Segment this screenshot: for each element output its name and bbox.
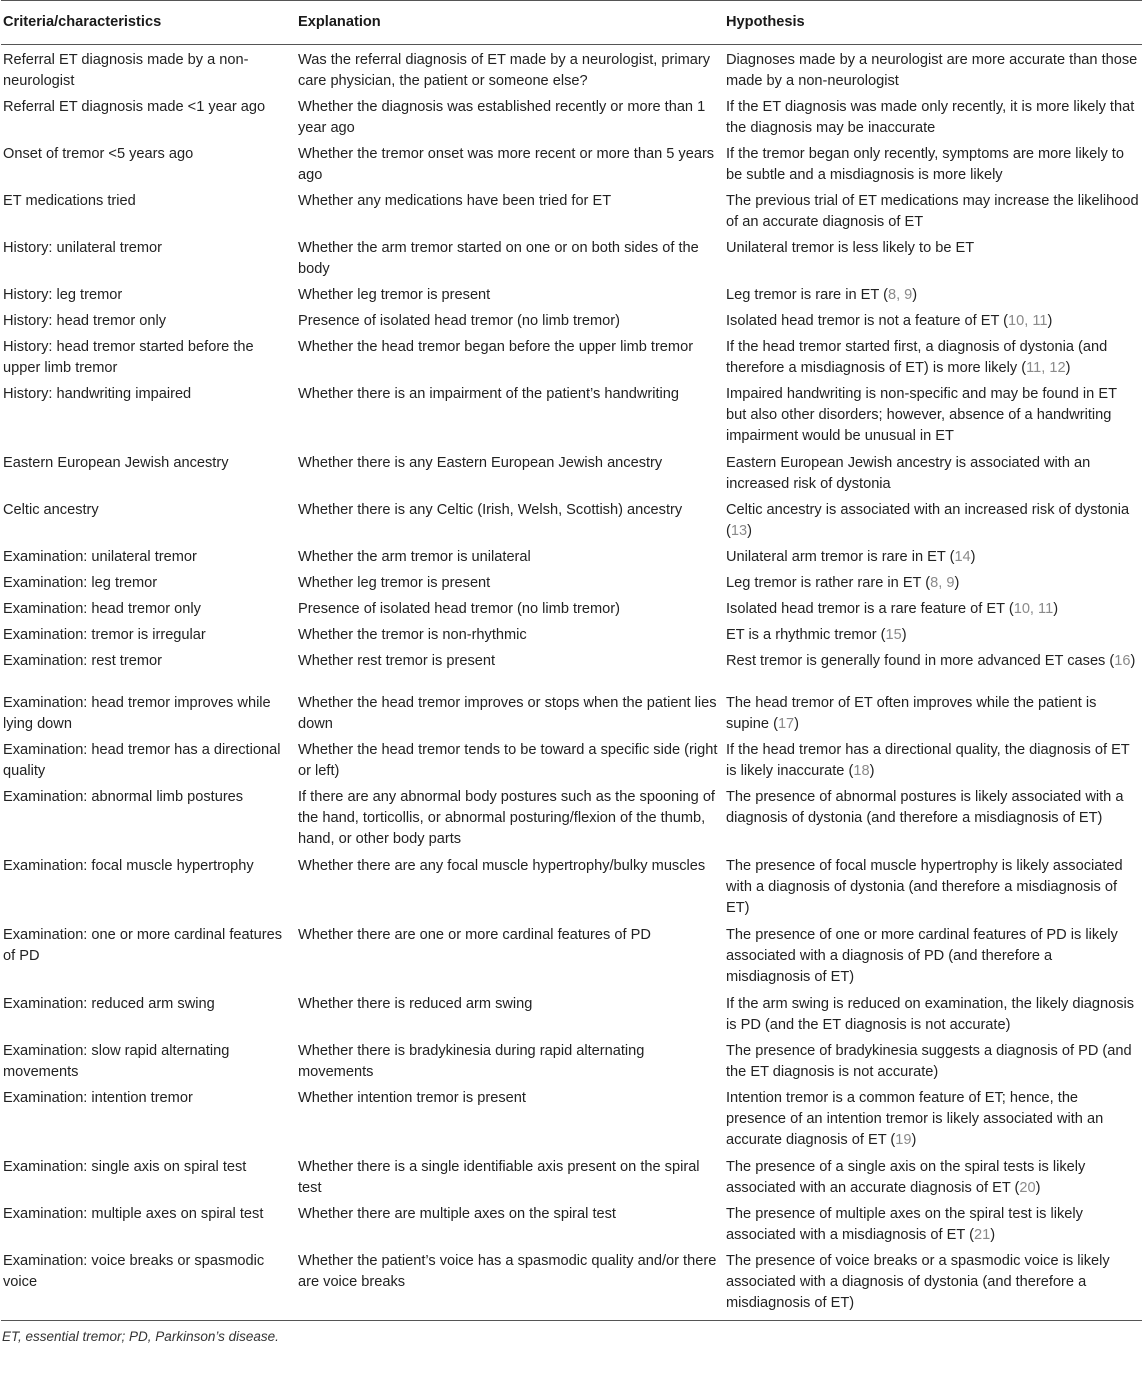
table-row (1, 920, 1142, 989)
hypothesis-cell (724, 379, 1142, 448)
explanation-cell: Whether the head tremor began before the upper limb tremor (298, 339, 694, 355)
criteria-cell: Examination: one or more cardinal features of PD (3, 927, 283, 964)
hypothesis-cell: Intention tremor is a common feature of ET; hence, the presence of an intention tremor is likely associated with an accurate diagnosis of ET (19) (726, 1090, 1104, 1148)
reference-citation[interactable]: 15 (885, 627, 902, 643)
criteria-cell: Celtic ancestry (3, 502, 99, 518)
hypothesis-text: The presence of voice breaks or a spasmodic voice is likely associated with a diagnosis of dystonia (and therefore a misdiagnosis of ET) (726, 1253, 1110, 1311)
explanation-cell: Whether rest tremor is present (298, 653, 496, 669)
explanation-cell: Presence of isolated head tremor (no limb tremor) (298, 601, 621, 617)
criteria-cell: Examination: unilateral tremor (3, 549, 197, 565)
hypothesis-cell (724, 1036, 1142, 1083)
hypothesis-text: Leg tremor is rather rare in ET (726, 575, 922, 591)
hypothesis-cell: The presence of a single axis on the spiral tests is likely associated with an accurate diagnosis of ET (20) (726, 1159, 1086, 1196)
hypothesis-cell: The presence of multiple axes on the spiral test is likely associated with a misdiagnosis of ET (21) (726, 1206, 1083, 1243)
table-row (1, 568, 1142, 594)
criteria-cell: Examination: head tremor improves while lying down (3, 695, 271, 732)
criteria-cell: Examination: head tremor has a directional quality (3, 742, 281, 779)
table-row (1, 542, 1142, 568)
reference-citation[interactable]: 10, 11 (1008, 313, 1048, 329)
hypothesis-cell: Leg tremor is rare in ET (8, 9) (726, 287, 918, 303)
criteria-cell: Examination: voice breaks or spasmodic voice (1, 1246, 295, 1320)
table-row (1, 1246, 1142, 1320)
reference-citation[interactable]: 17 (777, 716, 795, 732)
hypothesis-cell: ET is a rhythmic tremor (15) (726, 627, 907, 643)
table-row (1, 1199, 1142, 1246)
explanation-cell: Was the referral diagnosis of ET made by a neurologist, primary care physician, the patient or someone else? (298, 52, 711, 89)
explanation-cell: Whether the tremor is non-rhythmic (298, 627, 527, 643)
explanation-cell: Whether there is a single identifiable axis present on the spiral test (298, 1159, 700, 1196)
explanation-cell: Whether leg tremor is present (298, 287, 491, 303)
explanation-cell: Whether the patient’s voice has a spasmodic quality and/or there are voice breaks (295, 1246, 724, 1320)
table-row (1, 688, 1142, 735)
criteria-cell: Examination: focal muscle hypertrophy (3, 858, 254, 874)
hypothesis-text: Unilateral arm tremor is rare in ET (726, 549, 946, 565)
hypothesis-cell (724, 448, 1142, 495)
explanation-cell: Whether any medications have been tried for ET (298, 193, 612, 209)
explanation-cell: Whether there is reduced arm swing (298, 996, 533, 1012)
hypothesis-text: The presence of one or more cardinal features of PD is likely associated with a diagnosis of PD (and therefore a misdiagnosis of ET) (726, 927, 1118, 985)
reference-citation[interactable]: 13 (730, 523, 748, 539)
explanation-cell: Whether the arm tremor is unilateral (298, 549, 531, 565)
table-row (1, 646, 1142, 688)
reference-citation[interactable]: 16 (1114, 653, 1131, 669)
hypothesis-text: The previous trial of ET medications may increase the likelihood of an accurate diagnosis of ET (726, 193, 1139, 230)
explanation-cell: Presence of isolated head tremor (no limb tremor) (298, 313, 621, 329)
criteria-cell: Examination: slow rapid alternating movements (3, 1043, 230, 1080)
hypothesis-text: Impaired handwriting is non-specific and may be found in ET but also other disorders; however, absence of a handwriting impairment would be unusual in ET (726, 386, 1117, 444)
explanation-cell: Whether there is an impairment of the patient’s handwriting (298, 386, 679, 402)
hypothesis-text: Diagnoses made by a neurologist are more accurate than those made by a non-neurologist (726, 52, 1138, 89)
hypothesis-text: If the tremor began only recently, symptoms are more likely to be subtle and a misdiagnosis is more likely (726, 146, 1124, 183)
hypothesis-text: The presence of a single axis on the spiral tests is likely associated with an accurate diagnosis of ET (726, 1159, 1086, 1196)
table-row (1, 379, 1142, 448)
explanation-cell: Whether there is any Celtic (Irish, Welsh, Scottish) ancestry (298, 502, 683, 518)
reference-citation[interactable]: 20 (1019, 1180, 1036, 1196)
hypothesis-cell: Leg tremor is rather rare in ET (8, 9) (726, 575, 960, 591)
explanation-cell: Whether there is bradykinesia during rapid alternating movements (298, 1043, 645, 1080)
hypothesis-text: Celtic ancestry is associated with an increased risk of dystonia (726, 502, 1130, 518)
criteria-cell: History: leg tremor (3, 287, 123, 303)
hypothesis-cell: Isolated head tremor is not a feature of ET (10, 11) (726, 313, 1053, 329)
criteria-cell: Onset of tremor <5 years ago (3, 146, 194, 162)
hypothesis-cell (724, 92, 1142, 139)
reference-citation[interactable]: 21 (973, 1227, 991, 1243)
reference-citation[interactable]: 8, 9 (887, 287, 913, 303)
table-row (1, 1083, 1142, 1152)
table-row (1, 233, 1142, 280)
table-row (1, 92, 1142, 139)
hypothesis-cell (724, 186, 1142, 233)
hypothesis-cell (724, 1246, 1142, 1320)
criteria-cell: History: handwriting impaired (3, 386, 192, 402)
explanation-cell: Whether there are one or more cardinal features of PD (298, 927, 651, 943)
criteria-cell: History: head tremor started before the upper limb tremor (3, 339, 254, 376)
table-row (1, 139, 1142, 186)
criteria-cell: Examination: abnormal limb postures (3, 789, 244, 805)
hypothesis-cell: The head tremor of ET often improves while the patient is supine (17) (726, 695, 1097, 732)
criteria-cell: Examination: reduced arm swing (3, 996, 215, 1012)
criteria-table (1, 0, 1142, 1321)
explanation-cell: Whether there are multiple axes on the spiral test (298, 1206, 616, 1222)
table-footnote: ET, essential tremor; PD, Parkinson’s disease. (2, 1328, 279, 1344)
criteria-cell: Examination: single axis on spiral test (3, 1159, 247, 1175)
table-row (1, 1036, 1142, 1083)
table-row (1, 735, 1142, 782)
hypothesis-cell (724, 45, 1142, 93)
hypothesis-text: Leg tremor is rare in ET (726, 287, 880, 303)
criteria-cell: History: head tremor only (3, 313, 167, 329)
explanation-cell: Whether intention tremor is present (298, 1090, 526, 1106)
hypothesis-text: If the arm swing is reduced on examination, the likely diagnosis is PD (and the ET diagnosis is not accurate) (726, 996, 1135, 1033)
table-row (1, 782, 1142, 851)
hypothesis-cell: Celtic ancestry is associated with an increased risk of dystonia (13) (726, 502, 1130, 539)
reference-citation[interactable]: 8, 9 (930, 575, 955, 591)
criteria-cell: Referral ET diagnosis made by a non-neurologist (3, 52, 249, 89)
table-row (1, 851, 1142, 920)
table-row (1, 1152, 1142, 1199)
column-header-explanation: Explanation (295, 1, 724, 45)
hypothesis-text: The presence of abnormal postures is likely associated with a diagnosis of dystonia (and therefore a misdiagnosis of ET) (726, 789, 1124, 826)
hypothesis-text: If the head tremor started first, a diagnosis of dystonia (and therefore a misdiagnosis of ET) is more likely (726, 339, 1108, 376)
hypothesis-text: The presence of multiple axes on the spiral test is likely associated with a misdiagnosis of ET (726, 1206, 1083, 1243)
hypothesis-cell: Unilateral arm tremor is rare in ET (14) (726, 549, 976, 565)
column-header-hypothesis: Hypothesis (724, 1, 1142, 45)
hypothesis-cell (724, 139, 1142, 186)
hypothesis-cell (724, 233, 1142, 280)
hypothesis-cell: If the head tremor has a directional quality, the diagnosis of ET is likely inaccurate (18) (726, 742, 1130, 779)
column-header-criteria: Criteria/characteristics (1, 1, 295, 45)
hypothesis-text: Eastern European Jewish ancestry is associated with an increased risk of dystonia (726, 455, 1091, 492)
criteria-cell: Examination: head tremor only (3, 601, 201, 617)
hypothesis-cell: Rest tremor is generally found in more advanced ET cases (16) (726, 653, 1136, 669)
hypothesis-text: Intention tremor is a common feature of ET; hence, the presence of an intention tremor is likely associated with an accurate diagnosis of ET (726, 1090, 1104, 1148)
criteria-cell: Examination: intention tremor (3, 1090, 193, 1106)
criteria-cell: Eastern European Jewish ancestry (3, 455, 229, 471)
hypothesis-text: ET is a rhythmic tremor (726, 627, 877, 643)
table-row (1, 594, 1142, 620)
reference-citation[interactable]: 11, 12 (1026, 360, 1066, 376)
reference-citation[interactable]: 10, 11 (1013, 601, 1054, 617)
hypothesis-text: If the ET diagnosis was made only recently, it is more likely that the diagnosis may be inaccurate (726, 99, 1135, 136)
explanation-cell: Whether there are any focal muscle hypertrophy/bulky muscles (298, 858, 706, 874)
hypothesis-text: If the head tremor has a directional quality, the diagnosis of ET is likely inaccurate (726, 742, 1130, 779)
criteria-cell: ET medications tried (3, 193, 136, 209)
hypothesis-cell (724, 851, 1142, 920)
explanation-cell: Whether the arm tremor started on one or on both sides of the body (298, 240, 699, 277)
criteria-cell: Examination: multiple axes on spiral test (3, 1206, 264, 1222)
explanation-cell: Whether leg tremor is present (298, 575, 491, 591)
explanation-cell: Whether the head tremor tends to be toward a specific side (right or left) (298, 742, 718, 779)
table-row (1, 620, 1142, 646)
explanation-cell: Whether there is any Eastern European Jewish ancestry (298, 455, 663, 471)
criteria-cell: History: unilateral tremor (3, 240, 162, 256)
table-row (1, 186, 1142, 233)
hypothesis-text: The presence of bradykinesia suggests a diagnosis of PD (and the ET diagnosis is not accurate) (726, 1043, 1132, 1080)
table-row (1, 448, 1142, 495)
hypothesis-cell: If the head tremor started first, a diagnosis of dystonia (and therefore a misdiagnosis of ET) is more likely (11, 12) (726, 339, 1108, 376)
hypothesis-cell (724, 989, 1142, 1036)
table-header-row (1, 1, 1142, 45)
explanation-cell: Whether the head tremor improves or stops when the patient lies down (298, 695, 717, 732)
criteria-cell: Examination: rest tremor (3, 653, 162, 669)
reference-citation[interactable]: 19 (895, 1132, 912, 1148)
table-row (1, 495, 1142, 542)
hypothesis-text: The head tremor of ET often improves while the patient is supine (726, 695, 1097, 732)
table-row (1, 332, 1142, 379)
hypothesis-text: The presence of focal muscle hypertrophy is likely associated with a diagnosis of dystonia (and therefore a misdiagnosis of ET) (726, 858, 1123, 916)
table-row (1, 280, 1142, 306)
criteria-cell: Examination: leg tremor (3, 575, 158, 591)
criteria-cell: Referral ET diagnosis made <1 year ago (3, 99, 266, 115)
table-row (1, 306, 1142, 332)
explanation-cell: If there are any abnormal body postures such as the spooning of the hand, torticollis, or abnormal posturing/flexion of the thumb, hand, or other body parts (298, 789, 715, 847)
explanation-cell: Whether the diagnosis was established recently or more than 1 year ago (298, 99, 706, 136)
hypothesis-cell (724, 782, 1142, 851)
table-row (1, 989, 1142, 1036)
reference-citation[interactable]: 14 (954, 549, 971, 565)
hypothesis-cell (724, 920, 1142, 989)
hypothesis-text: Isolated head tremor is a rare feature of ET (726, 601, 1005, 617)
hypothesis-text: Unilateral tremor is less likely to be ET (726, 240, 975, 256)
hypothesis-cell: Isolated head tremor is a rare feature of ET (10, 11) (726, 601, 1059, 617)
hypothesis-text: Rest tremor is generally found in more advanced ET cases (726, 653, 1106, 669)
reference-citation[interactable]: 18 (853, 763, 870, 779)
table-row (1, 45, 1142, 93)
explanation-cell: Whether the tremor onset was more recent or more than 5 years ago (298, 146, 715, 183)
hypothesis-text: Isolated head tremor is not a feature of ET (726, 313, 1000, 329)
criteria-cell: Examination: tremor is irregular (3, 627, 206, 643)
